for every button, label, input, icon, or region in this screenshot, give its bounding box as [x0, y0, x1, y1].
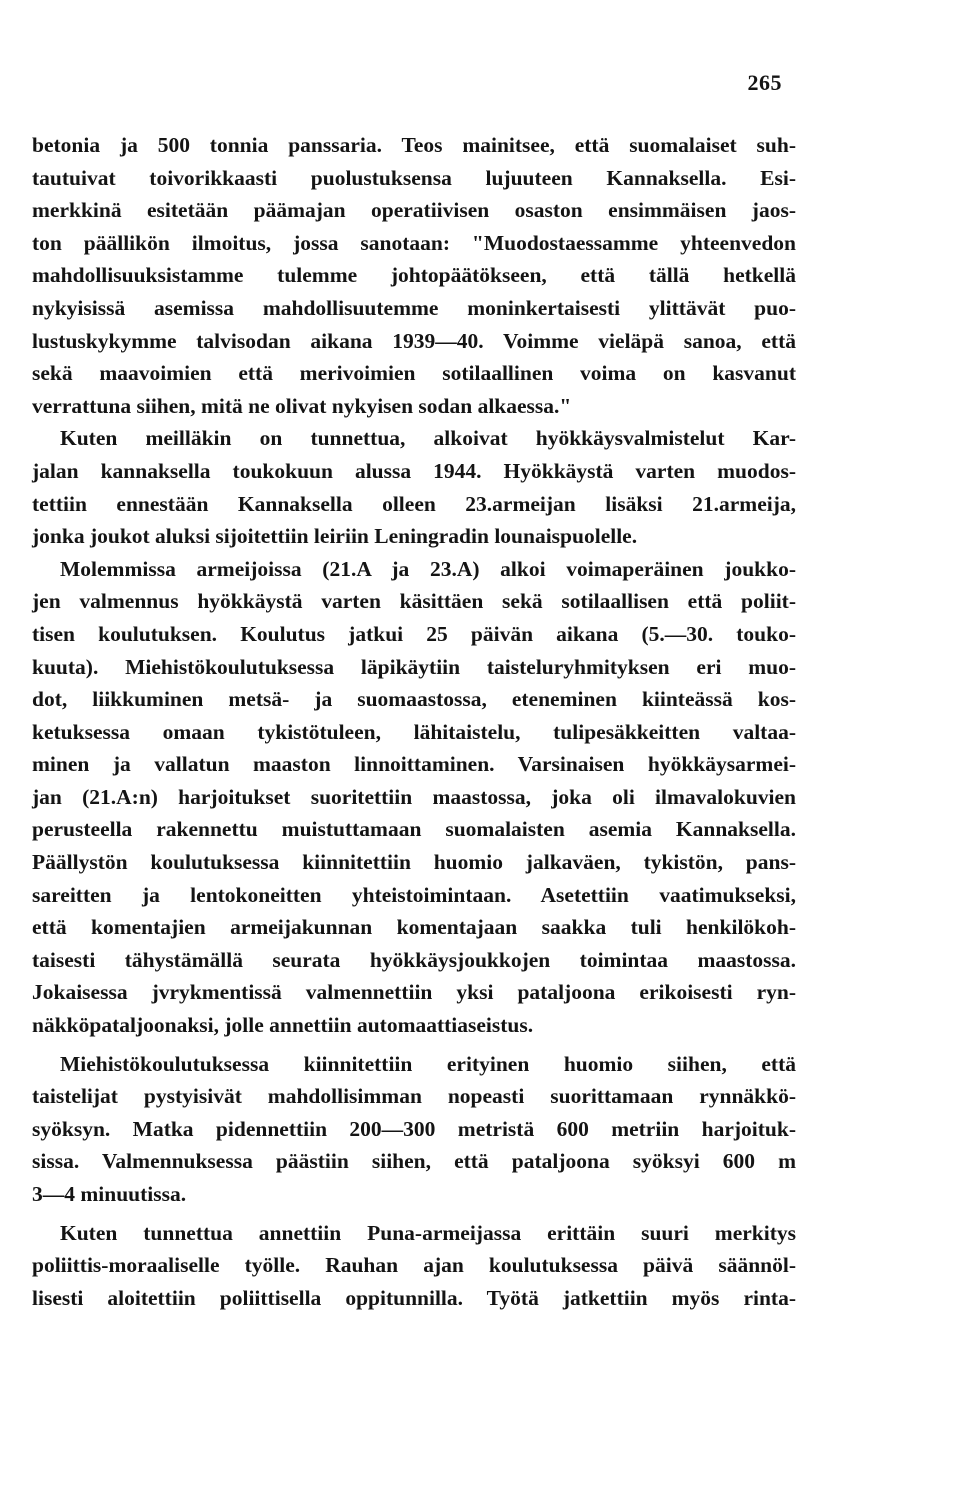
paragraph: [32, 553, 796, 1042]
text-line: jan (21.A:n) harjoitukset suoritettiin maastossa, joka oli ilmavalokuvien: [32, 784, 796, 809]
text-line: betonia ja 500 tonnia panssaria. Teos mainitsee, että suomalaiset suh-: [32, 133, 796, 157]
text-line: Molemmissa armeijoissa (21.A ja 23.A) alkoi voimaperäinen joukko-: [60, 556, 796, 581]
text-line: mahdollisuuksistamme tulemme johtopäätökseen, että tällä hetkellä: [32, 263, 796, 288]
text-line: ketuksessa omaan tykistötuleen, lähitaistelu, tulipesäkkeitten valtaa-: [32, 719, 796, 744]
text-line: merkkinä esitetään päämajan operatiivisen osaston ensimmäisen jaos-: [32, 198, 796, 223]
text-line: Päällystön koulutuksessa kiinnitettiin huomio jalkaväen, tykistön, pans-: [32, 850, 796, 875]
text-line: kuuta). Miehistökoulutuksessa läpikäytiin taisteluryhmityksen eri muo-: [32, 654, 796, 679]
text-line: jalan kannaksella toukokuun alussa 1944. Hyökkäystä varten muodos-: [32, 458, 796, 483]
paragraph: [32, 129, 796, 422]
text-line: perusteella rakennettu muistuttamaan suomalaisten asemia Kannaksella.: [32, 817, 796, 842]
text-line: Kuten meilläkin on tunnettua, alkoivat hyökkäysvalmistelut Kar-: [60, 426, 796, 451]
text-line: tisen koulutuksen. Koulutus jatkui 25 päivän aikana (5.—30. touko-: [32, 621, 796, 646]
text-line: Kuten tunnettua annettiin Puna-armeijassa erittäin suuri merkitys: [60, 1220, 796, 1245]
text-line: jonka joukot aluksi sijoitettiin leiriin Leningradin lounaispuolelle.: [32, 524, 638, 549]
text-line: näkköpataljoonaksi, jolle annettiin automaattiaseistus.: [32, 1013, 534, 1038]
text-line: taisesti tähystämällä seurata hyökkäysjoukkojen toimintaa maastossa.: [32, 947, 796, 972]
text-line: tautuivat toivorikkaasti puolustuksensa lujuuteen Kannaksella. Esi-: [32, 165, 796, 190]
text-line: taistelijat pystyisivät mahdollisimman nopeasti suorittamaan rynnäkkö-: [32, 1084, 796, 1109]
text-line: syöksyn. Matka pidennettiin 200—300 metristä 600 metriin harjoituk-: [32, 1116, 796, 1141]
text-line: poliittis-moraaliselle työlle. Rauhan ajan koulutuksessa päivä säännöl-: [32, 1253, 796, 1278]
text-line: Jokaisessa jvrykmentissä valmennettiin yksi pataljoona erikoisesti ryn-: [32, 980, 796, 1005]
paragraph: [32, 1217, 796, 1315]
paragraph: [32, 1048, 796, 1211]
text-line: 3—4 minuutissa.: [32, 1182, 187, 1206]
text-line: sissa. Valmennuksessa päästiin siihen, että pataljoona syöksyi 600 m: [32, 1149, 796, 1174]
text-line: lustuskykymme talvisodan aikana 1939—40. Voimme vieläpä sanoa, että: [32, 328, 796, 353]
text-line: nykyisissä asemissa mahdollisuutemme moninkertaisesti ylittävät puo-: [32, 295, 796, 320]
text-line: että komentajien armeijakunnan komentajaan saakka tuli henkilökoh-: [32, 915, 796, 940]
text-line: jen valmennus hyökkäystä varten käsittäen sekä sotilaallisen että poliit-: [32, 589, 796, 614]
text-line: minen ja vallatun maaston linnoittaminen. Varsinaisen hyökkäysarmei-: [32, 752, 796, 777]
text-line: tettiin ennestään Kannaksella olleen 23.armeijan lisäksi 21.armeija,: [32, 491, 796, 516]
text-line: verrattuna siihen, mitä ne olivat nykyisen sodan alkaessa.": [32, 393, 572, 418]
text-line: lisesti aloitettiin poliittisella oppitunnilla. Työtä jatkettiin myös rinta-: [32, 1285, 796, 1310]
text-line: sareitten ja lentokoneitten yhteistoimintaan. Asetettiin vaatimukseksi,: [32, 882, 796, 907]
text-line: ton päällikön ilmoitus, jossa sanotaan: "Muodostaessamme yhteenvedon: [32, 230, 796, 255]
page-number: 265: [747, 70, 782, 95]
text-line: Miehistökoulutuksessa kiinnitettiin erityinen huomio siihen, että: [60, 1051, 796, 1076]
text-line: dot, liikkuminen metsä- ja suomaastossa, eteneminen kiinteässä kos-: [32, 687, 796, 712]
body-text: [32, 129, 796, 1314]
paragraph: [32, 422, 796, 552]
text-line: sekä maavoimien että merivoimien sotilaallinen voima on kasvanut: [32, 361, 796, 386]
